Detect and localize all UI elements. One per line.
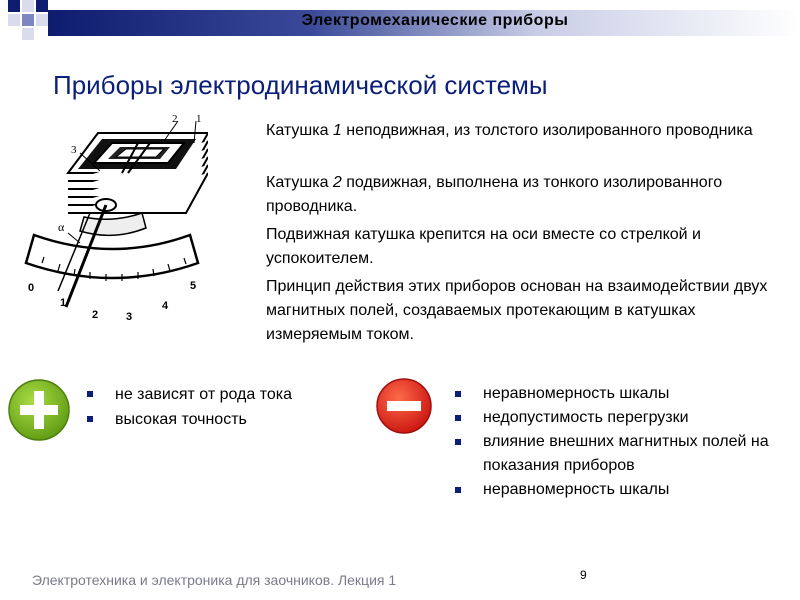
bullet-marker bbox=[455, 487, 461, 493]
paragraph-principle: Принцип действия этих приборов основан на взаимодействии двух магнитных полей, создаваемых протекающим в катушках измеряемым током. bbox=[266, 278, 768, 343]
figure-label-alpha: α bbox=[58, 220, 65, 234]
bullet-marker bbox=[455, 439, 461, 445]
scale-label-4: 4 bbox=[162, 300, 169, 312]
scale-label-0: 0 bbox=[28, 282, 35, 294]
figure-label-1: 1 bbox=[196, 113, 202, 125]
coil-number-1: 1 bbox=[332, 122, 342, 139]
advantage-text: высокая точность bbox=[115, 411, 247, 428]
advantage-text: не зависят от рода тока bbox=[115, 386, 293, 403]
disadvantages-list bbox=[455, 382, 775, 502]
bullet-marker bbox=[87, 416, 93, 422]
paragraph-coil-2 bbox=[266, 171, 776, 219]
footer-text: Электротехника и электроника для заочников. Лекция 1 bbox=[32, 572, 397, 588]
bullet-marker bbox=[87, 391, 93, 397]
list-item bbox=[455, 406, 775, 430]
bullet-marker bbox=[455, 391, 461, 397]
paragraph-coil-1-lead: Катушка bbox=[266, 122, 333, 139]
disadvantage-text: неравномерность шкалы bbox=[483, 385, 670, 402]
scale-label-1: 1 bbox=[60, 297, 67, 309]
list-item bbox=[455, 430, 775, 478]
minus-icon bbox=[375, 377, 433, 435]
slide-number: 9 bbox=[580, 568, 587, 582]
list-item bbox=[455, 382, 775, 406]
advantages-list bbox=[87, 382, 357, 432]
disadvantage-text: недопустимость перегрузки bbox=[483, 409, 689, 426]
disadvantage-text: влияние внешних магнитных полей на показания приборов bbox=[483, 433, 769, 474]
figure-label-2: 2 bbox=[172, 113, 178, 125]
paragraph-coil-1-rest: неподвижная, из толстого изолированного проводника bbox=[341, 122, 753, 139]
header-title: Электромеханические приборы bbox=[301, 12, 569, 29]
scale-label-3: 3 bbox=[126, 311, 133, 323]
list-item bbox=[87, 407, 357, 432]
paragraph-coil-2-lead: Катушка bbox=[266, 174, 333, 191]
scale-label-2: 2 bbox=[92, 309, 99, 321]
coil-number-2: 2 bbox=[332, 174, 342, 191]
paragraph-coil-1 bbox=[266, 119, 776, 143]
figure-label-3: 3 bbox=[71, 144, 77, 156]
paragraph-coil-2-rest: подвижная, выполнена из тонкого изолированного проводника. bbox=[266, 174, 723, 215]
paragraph-mounting: Подвижная катушка крепится на оси вместе со стрелкой и успокоителем. bbox=[266, 226, 701, 267]
disadvantage-text: неравномерность шкалы bbox=[483, 481, 670, 498]
instrument-figure bbox=[18, 113, 208, 325]
decor-squares bbox=[8, 0, 48, 40]
list-item bbox=[455, 478, 775, 502]
bullet-marker bbox=[455, 415, 461, 421]
list-item bbox=[87, 382, 357, 407]
scale-label-5: 5 bbox=[190, 280, 197, 292]
plus-icon bbox=[7, 378, 71, 442]
page-title: Приборы электродинамической системы bbox=[53, 70, 548, 100]
